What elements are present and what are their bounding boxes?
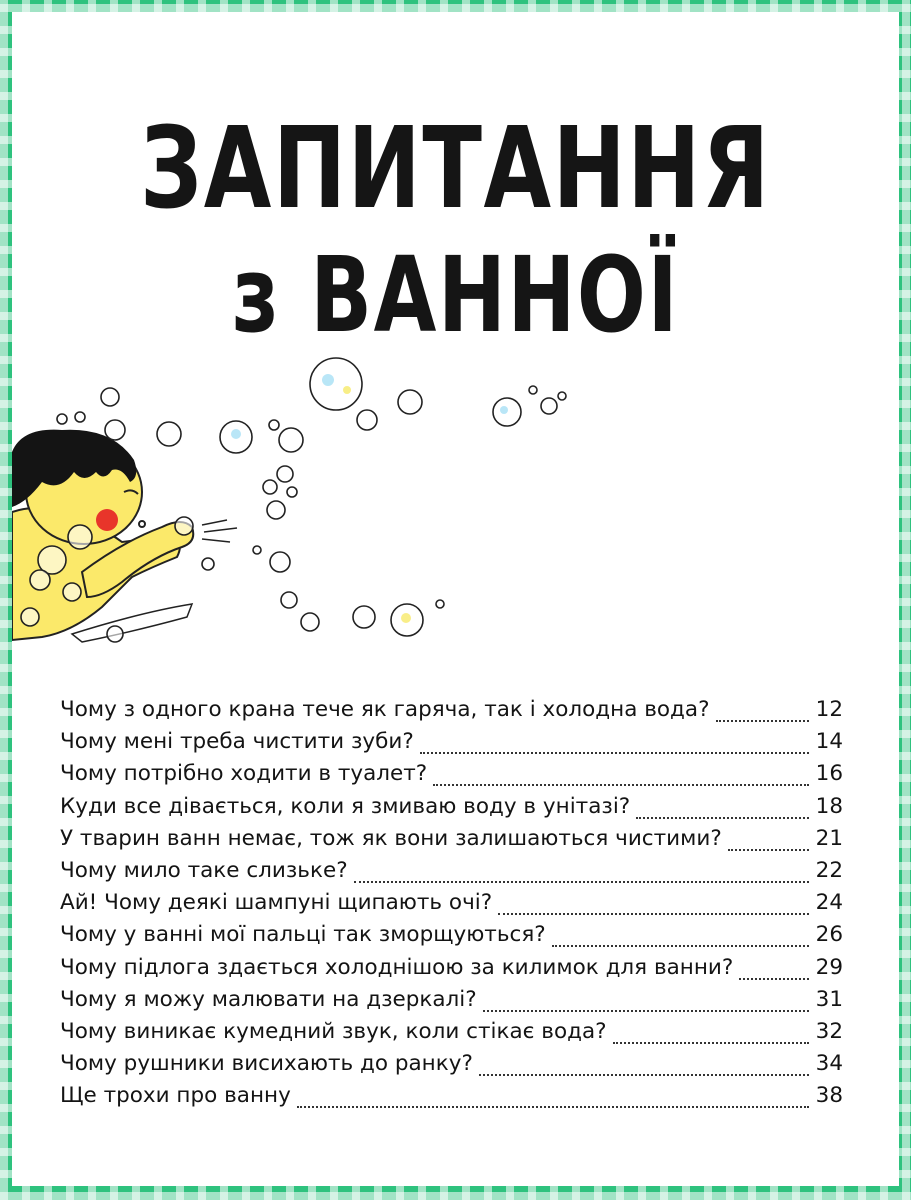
toc-question: Чому я можу малювати на дзеркалі? [60, 986, 477, 1012]
toc-leader-dots [552, 945, 809, 947]
toc-entry[interactable] [60, 1083, 843, 1115]
child-cheek [96, 509, 118, 531]
toc-leader-dots [420, 752, 809, 754]
toc-page-number: 16 [815, 761, 843, 787]
toc-entry[interactable] [60, 987, 843, 1019]
toc-page-number: 12 [815, 697, 843, 722]
toc-page-number: 24 [815, 890, 843, 916]
toc-entry[interactable] [60, 922, 843, 954]
toc-page-number: 38 [815, 1083, 843, 1109]
title-line-2: з ВАННОЇ [231, 234, 680, 357]
toc-page-number: 21 [815, 825, 843, 851]
toc-leader-dots [739, 978, 809, 980]
toc-page-number: 26 [815, 922, 843, 948]
toc-entry[interactable] [60, 955, 843, 987]
toc-leader-dots [613, 1042, 809, 1044]
toc-page-number: 18 [815, 793, 843, 819]
toc-question: Чому потрібно ходити в туалет? [60, 761, 428, 787]
toc-question: У тварин ванн немає, тож як вони залишаються чистими? [60, 825, 722, 851]
toc-question: Ще трохи про ванну [60, 1083, 291, 1109]
toc-leader-dots [433, 784, 809, 786]
page-title [12, 104, 899, 357]
blowing-lines [202, 520, 237, 542]
toc-leader-dots [479, 1074, 809, 1076]
toc-page-number: 34 [815, 1051, 843, 1077]
toc-page-number: 32 [815, 1018, 843, 1044]
child-blowing-bubbles-illustration [12, 342, 612, 662]
toc-leader-dots [636, 817, 809, 819]
toc-question: Куди все дівається, коли я змиваю воду в унітазі? [60, 793, 631, 819]
toc-entry[interactable] [60, 890, 843, 922]
toc-question: Чому рушники висихають до ранку? [60, 1051, 473, 1077]
title-line-1: ЗАПИТАННЯ [140, 104, 771, 235]
toc-page-number: 14 [815, 729, 843, 755]
toc-leader-dots [354, 881, 809, 883]
toc-entry[interactable] [60, 1051, 843, 1083]
toc-entry[interactable] [60, 697, 843, 729]
toc-question: Ай! Чому деякі шампуні щипають очі? [60, 890, 493, 916]
toc-entry[interactable] [60, 1019, 843, 1051]
toc-question: Чому виникає кумедний звук, коли стікає вода? [60, 1018, 607, 1044]
toc-question: Чому мені треба чистити зуби? [60, 729, 414, 755]
toc-leader-dots [728, 849, 809, 851]
toc-entry[interactable] [60, 761, 843, 793]
child-mouth [139, 521, 145, 527]
toc-page-number: 29 [815, 954, 843, 980]
toc-question: Чому з одного крана тече як гаряча, так і холодна вода? [60, 697, 710, 722]
toc-leader-dots [498, 913, 809, 915]
toc-question: Чому підлога здається холоднішою за килимок для ванни? [60, 954, 734, 980]
toc-page-number: 31 [815, 986, 843, 1012]
toc-entry[interactable] [60, 858, 843, 890]
toc-question: Чому мило таке слизьке? [60, 857, 348, 883]
toc-page-number: 22 [815, 857, 843, 883]
page-sheet [12, 12, 899, 1186]
toc-leader-dots [297, 1106, 809, 1108]
toc-entry[interactable] [60, 826, 843, 858]
toc-entry[interactable] [60, 729, 843, 761]
toc-leader-dots [483, 1010, 809, 1012]
toc-entry[interactable] [60, 794, 843, 826]
table-of-contents [60, 697, 843, 1115]
toc-question: Чому у ванні мої пальці так зморщуються? [60, 922, 546, 948]
toc-leader-dots [716, 720, 809, 722]
